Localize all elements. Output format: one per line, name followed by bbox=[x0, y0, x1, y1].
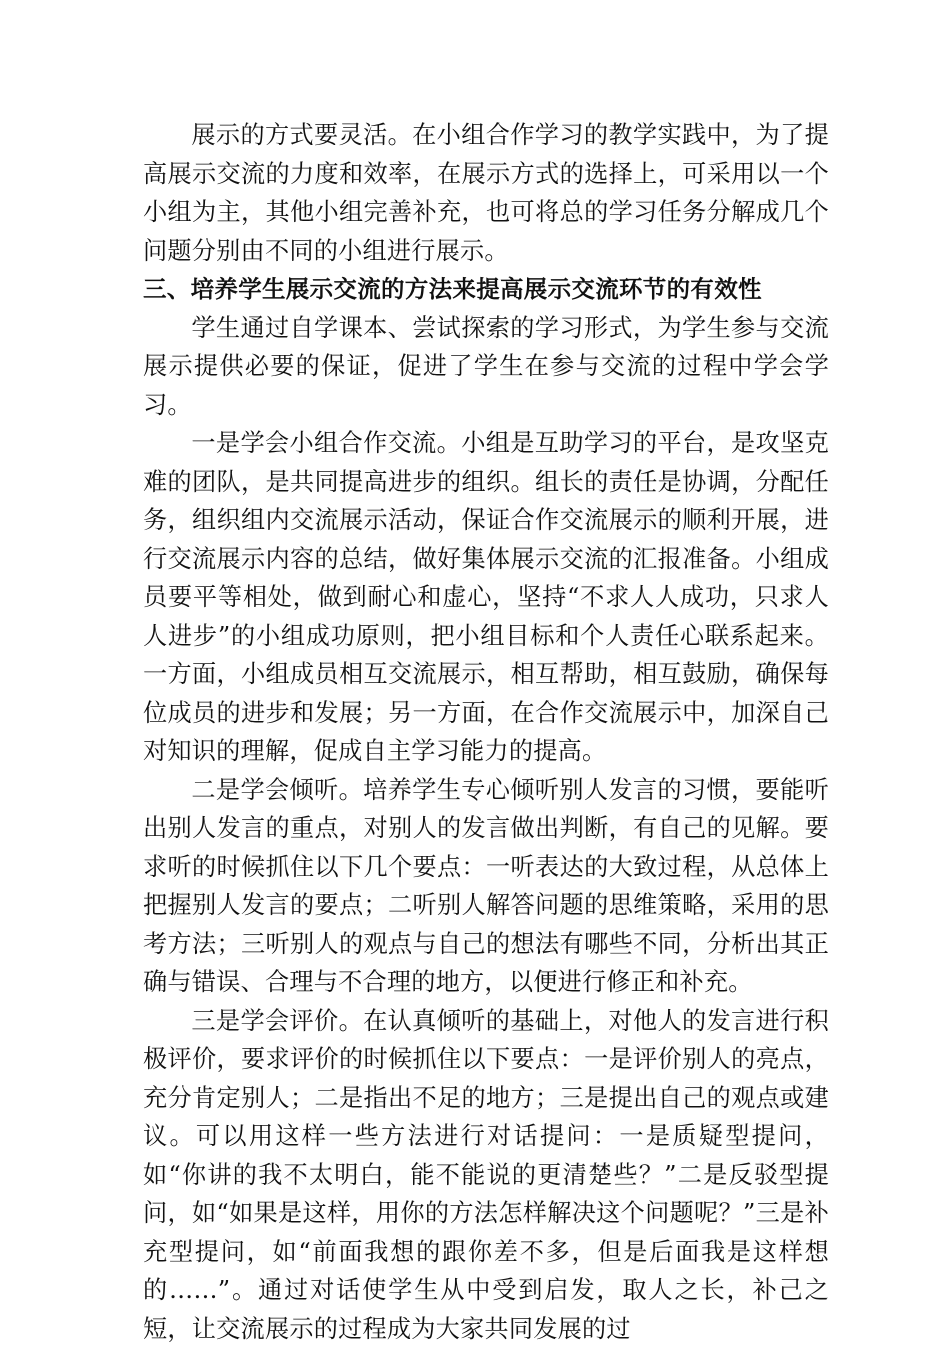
document-page bbox=[143, 116, 829, 1348]
paragraph-display-methods: 展示的方式要灵活。在小组合作学习的教学实践中，为了提高展示交流的力度和效率，在展示方式的选择上，可采用以一个小组为主，其他小组完善补充，也可将总的学习任务分解成几个问题分别由不同的小组进行展示。 bbox=[143, 116, 829, 270]
paragraph-listening: 二是学会倾听。培养学生专心倾听别人发言的习惯，要能听出别人发言的重点，对别人的发言做出判断，有自己的见解。要求听的时候抓住以下几个要点：一听表达的大致过程，从总体上把握别人发言的要点；二听别人解答问题的思维策略，采用的思考方法；三听别人的观点与自己的想法有哪些不同，分析出其正确与错误、合理与不合理的地方，以便进行修正和补充。 bbox=[143, 771, 829, 1002]
paragraph-evaluation: 三是学会评价。在认真倾听的基础上，对他人的发言进行积极评价，要求评价的时候抓住以下要点：一是评价别人的亮点，充分肯定别人；二是指出不足的地方；三是提出自己的观点或建议。可以用这样一些方法进行对话提问：一是质疑型提问，如“你讲的我不太明白，能不能说的更清楚些？”二是反驳型提问，如“如果是这样，用你的方法怎样解决这个问题呢？”三是补充型提问，如“前面我想的跟你差不多，但是后面我是这样想的……”。通过对话使学生从中受到启发，取人之长，补己之短，让交流展示的过程成为大家共同发展的过 bbox=[143, 1002, 829, 1348]
paragraph-group-cooperation: 一是学会小组合作交流。小组是互助学习的平台，是攻坚克难的团队，是共同提高进步的组织。组长的责任是协调，分配任务，组织组内交流展示活动，保证合作交流展示的顺利开展，进行交流展示内容的总结，做好集体展示交流的汇报准备。小组成员要平等相处，做到耐心和虚心，坚持“不求人人成功，只求人人进步”的小组成功原则，把小组目标和个人责任心联系起来。一方面，小组成员相互交流展示，相互帮助，相互鼓励，确保每位成员的进步和发展；另一方面，在合作交流展示中，加深自己对知识的理解，促成自主学习能力的提高。 bbox=[143, 424, 829, 771]
section-heading: 三、培养学生展示交流的方法来提高展示交流环节的有效性 bbox=[143, 270, 829, 309]
paragraph-intro: 学生通过自学课本、尝试探索的学习形式，为学生参与交流展示提供必要的保证，促进了学生在参与交流的过程中学会学习。 bbox=[143, 309, 829, 425]
